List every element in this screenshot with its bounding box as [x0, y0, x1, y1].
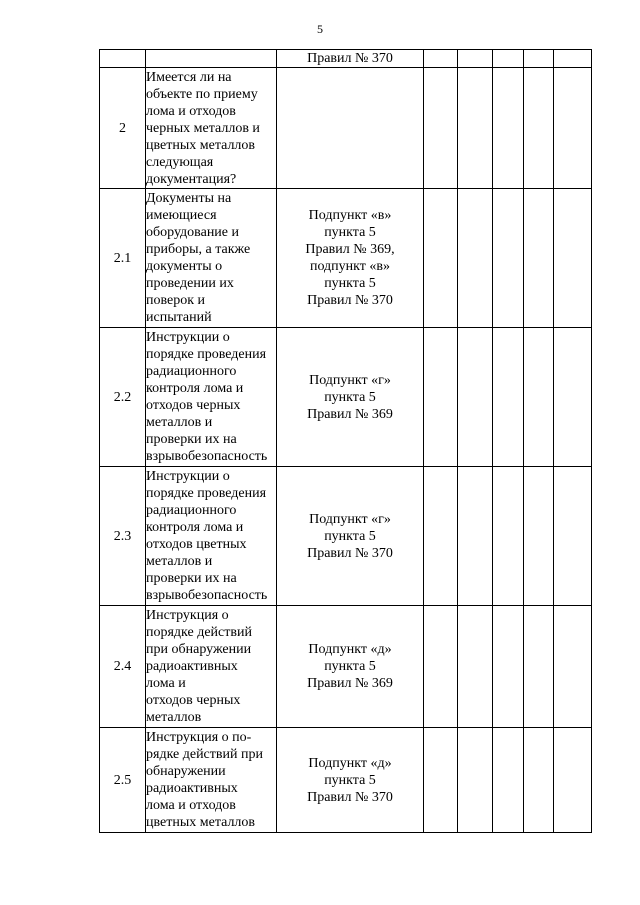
- question-line: проведении их: [146, 276, 234, 291]
- empty-cell: [458, 606, 493, 728]
- requisite-line: пункта 5: [324, 528, 376, 544]
- question-line: металлов и: [146, 554, 213, 569]
- question-line: документы о: [146, 259, 223, 274]
- empty-cell: [424, 606, 458, 728]
- question-cell: [146, 50, 277, 68]
- table-row: [100, 68, 592, 189]
- question-line: документация?: [146, 171, 237, 187]
- empty-cell: [524, 328, 554, 467]
- row-number-cell: [100, 50, 146, 68]
- question-line: контроля лома и: [146, 381, 244, 396]
- question-line: при обнаружении: [146, 642, 252, 657]
- question-line: порядке проведения: [146, 486, 267, 501]
- question-line: отходов черных: [146, 693, 241, 708]
- requisite-line: Правил № 369: [307, 676, 393, 691]
- empty-cell: [458, 68, 493, 189]
- question-line: взрывобезопасность: [146, 449, 268, 464]
- question-line: цветных металлов: [146, 815, 256, 830]
- empty-cell: [458, 50, 493, 68]
- empty-cell: [524, 728, 554, 833]
- question-line: Инструкция о: [146, 608, 229, 623]
- question-cell: [146, 728, 277, 833]
- empty-cell: [524, 606, 554, 728]
- empty-cell: [424, 467, 458, 606]
- question-line: следующая: [146, 154, 214, 170]
- question-line: металлов: [146, 710, 202, 725]
- empty-cell: [424, 189, 458, 328]
- empty-cell: [424, 328, 458, 467]
- requisite-line: Подпункт «д»: [308, 755, 392, 771]
- question-line: цветных металлов: [146, 137, 256, 153]
- question-line: оборудование и: [146, 225, 240, 240]
- table-row: [100, 467, 592, 606]
- question-line: обнаружении: [146, 764, 226, 779]
- requisite-cell: [277, 328, 424, 467]
- question-line: порядке действий: [146, 625, 252, 640]
- row-number-cell: 2: [100, 68, 146, 189]
- row-number-cell: 2.5: [100, 728, 146, 833]
- page-number: 5: [317, 22, 323, 36]
- requisite-line: Правил № 370: [307, 789, 393, 805]
- question-line: поверок и: [146, 293, 206, 308]
- empty-cell: [424, 50, 458, 68]
- question-line: радиоактивных: [146, 781, 238, 796]
- question-line: имеющиеся: [146, 208, 217, 223]
- question-line: радиационного: [146, 503, 237, 518]
- requisite-cell: [277, 50, 424, 68]
- requisite-cell: [277, 467, 424, 606]
- empty-cell: [424, 68, 458, 189]
- question-line: радиационного: [146, 364, 237, 379]
- question-line: отходов черных: [146, 398, 241, 413]
- question-cell: [146, 68, 277, 189]
- empty-cell: [458, 328, 493, 467]
- question-line: контроля лома и: [146, 520, 244, 535]
- empty-cell: [554, 189, 592, 328]
- row-number-cell: 2.1: [100, 189, 146, 328]
- requisite-line: Подпункт «г»: [309, 372, 391, 388]
- question-line: Имеется ли на: [146, 69, 232, 85]
- requisite-cell: [277, 728, 424, 833]
- question-line: рядке действий при: [146, 747, 263, 762]
- requisite-cell: [277, 606, 424, 728]
- question-line: проверки их на: [146, 432, 237, 447]
- empty-cell: [554, 68, 592, 189]
- row-number-cell: 2.4: [100, 606, 146, 728]
- question-cell: [146, 189, 277, 328]
- requisite-line: Подпункт «г»: [309, 511, 391, 527]
- empty-cell: [524, 50, 554, 68]
- requisite-line: Правил № 370: [307, 293, 393, 308]
- table-row: [100, 50, 592, 68]
- requisite-line: подпункт «в»: [309, 259, 391, 274]
- question-cell: [146, 467, 277, 606]
- table-row: [100, 189, 592, 328]
- empty-cell: [424, 728, 458, 833]
- question-line: Инструкции о: [146, 330, 230, 345]
- row-number-cell: 2.2: [100, 328, 146, 467]
- question-line: радиоактивных: [146, 659, 238, 674]
- checklist-table: [99, 49, 592, 833]
- empty-cell: [524, 68, 554, 189]
- requisite-line: пункта 5: [324, 659, 376, 674]
- question-line: проверки их на: [146, 571, 237, 586]
- empty-cell: [493, 189, 524, 328]
- question-line: лома и: [146, 676, 186, 691]
- question-line: лома и отходов: [146, 103, 236, 119]
- question-line: объекте по приему: [146, 86, 258, 102]
- empty-cell: [493, 606, 524, 728]
- empty-cell: [458, 467, 493, 606]
- row-number-cell: 2.3: [100, 467, 146, 606]
- requisite-line: Правил № 370: [307, 545, 393, 561]
- requisite-line: Правил № 369,: [305, 242, 395, 257]
- requisite-cell: [277, 68, 424, 189]
- question-line: отходов цветных: [146, 537, 247, 552]
- empty-cell: [493, 328, 524, 467]
- question-line: лома и отходов: [146, 798, 236, 813]
- requisite-line: пункта 5: [324, 225, 376, 240]
- question-line: приборы, а также: [146, 242, 251, 257]
- empty-cell: [554, 606, 592, 728]
- requisite-line: Подпункт «в»: [308, 208, 392, 223]
- requisite-line: Подпункт «д»: [308, 642, 392, 657]
- empty-cell: [554, 328, 592, 467]
- empty-cell: [458, 189, 493, 328]
- empty-cell: [493, 50, 524, 68]
- requisite-line: Правил № 370: [307, 51, 393, 66]
- table-row: [100, 606, 592, 728]
- table-body: [100, 50, 592, 833]
- question-cell: [146, 328, 277, 467]
- question-cell: [146, 606, 277, 728]
- question-line: испытаний: [146, 310, 212, 325]
- empty-cell: [554, 50, 592, 68]
- empty-cell: [554, 467, 592, 606]
- empty-cell: [458, 728, 493, 833]
- empty-cell: [524, 467, 554, 606]
- table-row: [100, 328, 592, 467]
- empty-cell: [493, 728, 524, 833]
- requisite-line: Правил № 369: [307, 406, 393, 422]
- empty-cell: [554, 728, 592, 833]
- requisite-line: пункта 5: [324, 772, 376, 788]
- empty-cell: [524, 189, 554, 328]
- requisite-line: пункта 5: [324, 276, 376, 291]
- requisite-cell: [277, 189, 424, 328]
- question-line: черных металлов и: [146, 120, 260, 136]
- table-row: [100, 728, 592, 833]
- question-line: порядке проведения: [146, 347, 267, 362]
- question-line: Инструкции о: [146, 469, 230, 484]
- question-line: металлов и: [146, 415, 213, 430]
- question-line: Документы на: [146, 191, 232, 206]
- question-line: взрывобезопасность: [146, 588, 268, 603]
- empty-cell: [493, 68, 524, 189]
- question-line: Инструкция о по-: [146, 730, 252, 745]
- requisite-line: пункта 5: [324, 389, 376, 405]
- empty-cell: [493, 467, 524, 606]
